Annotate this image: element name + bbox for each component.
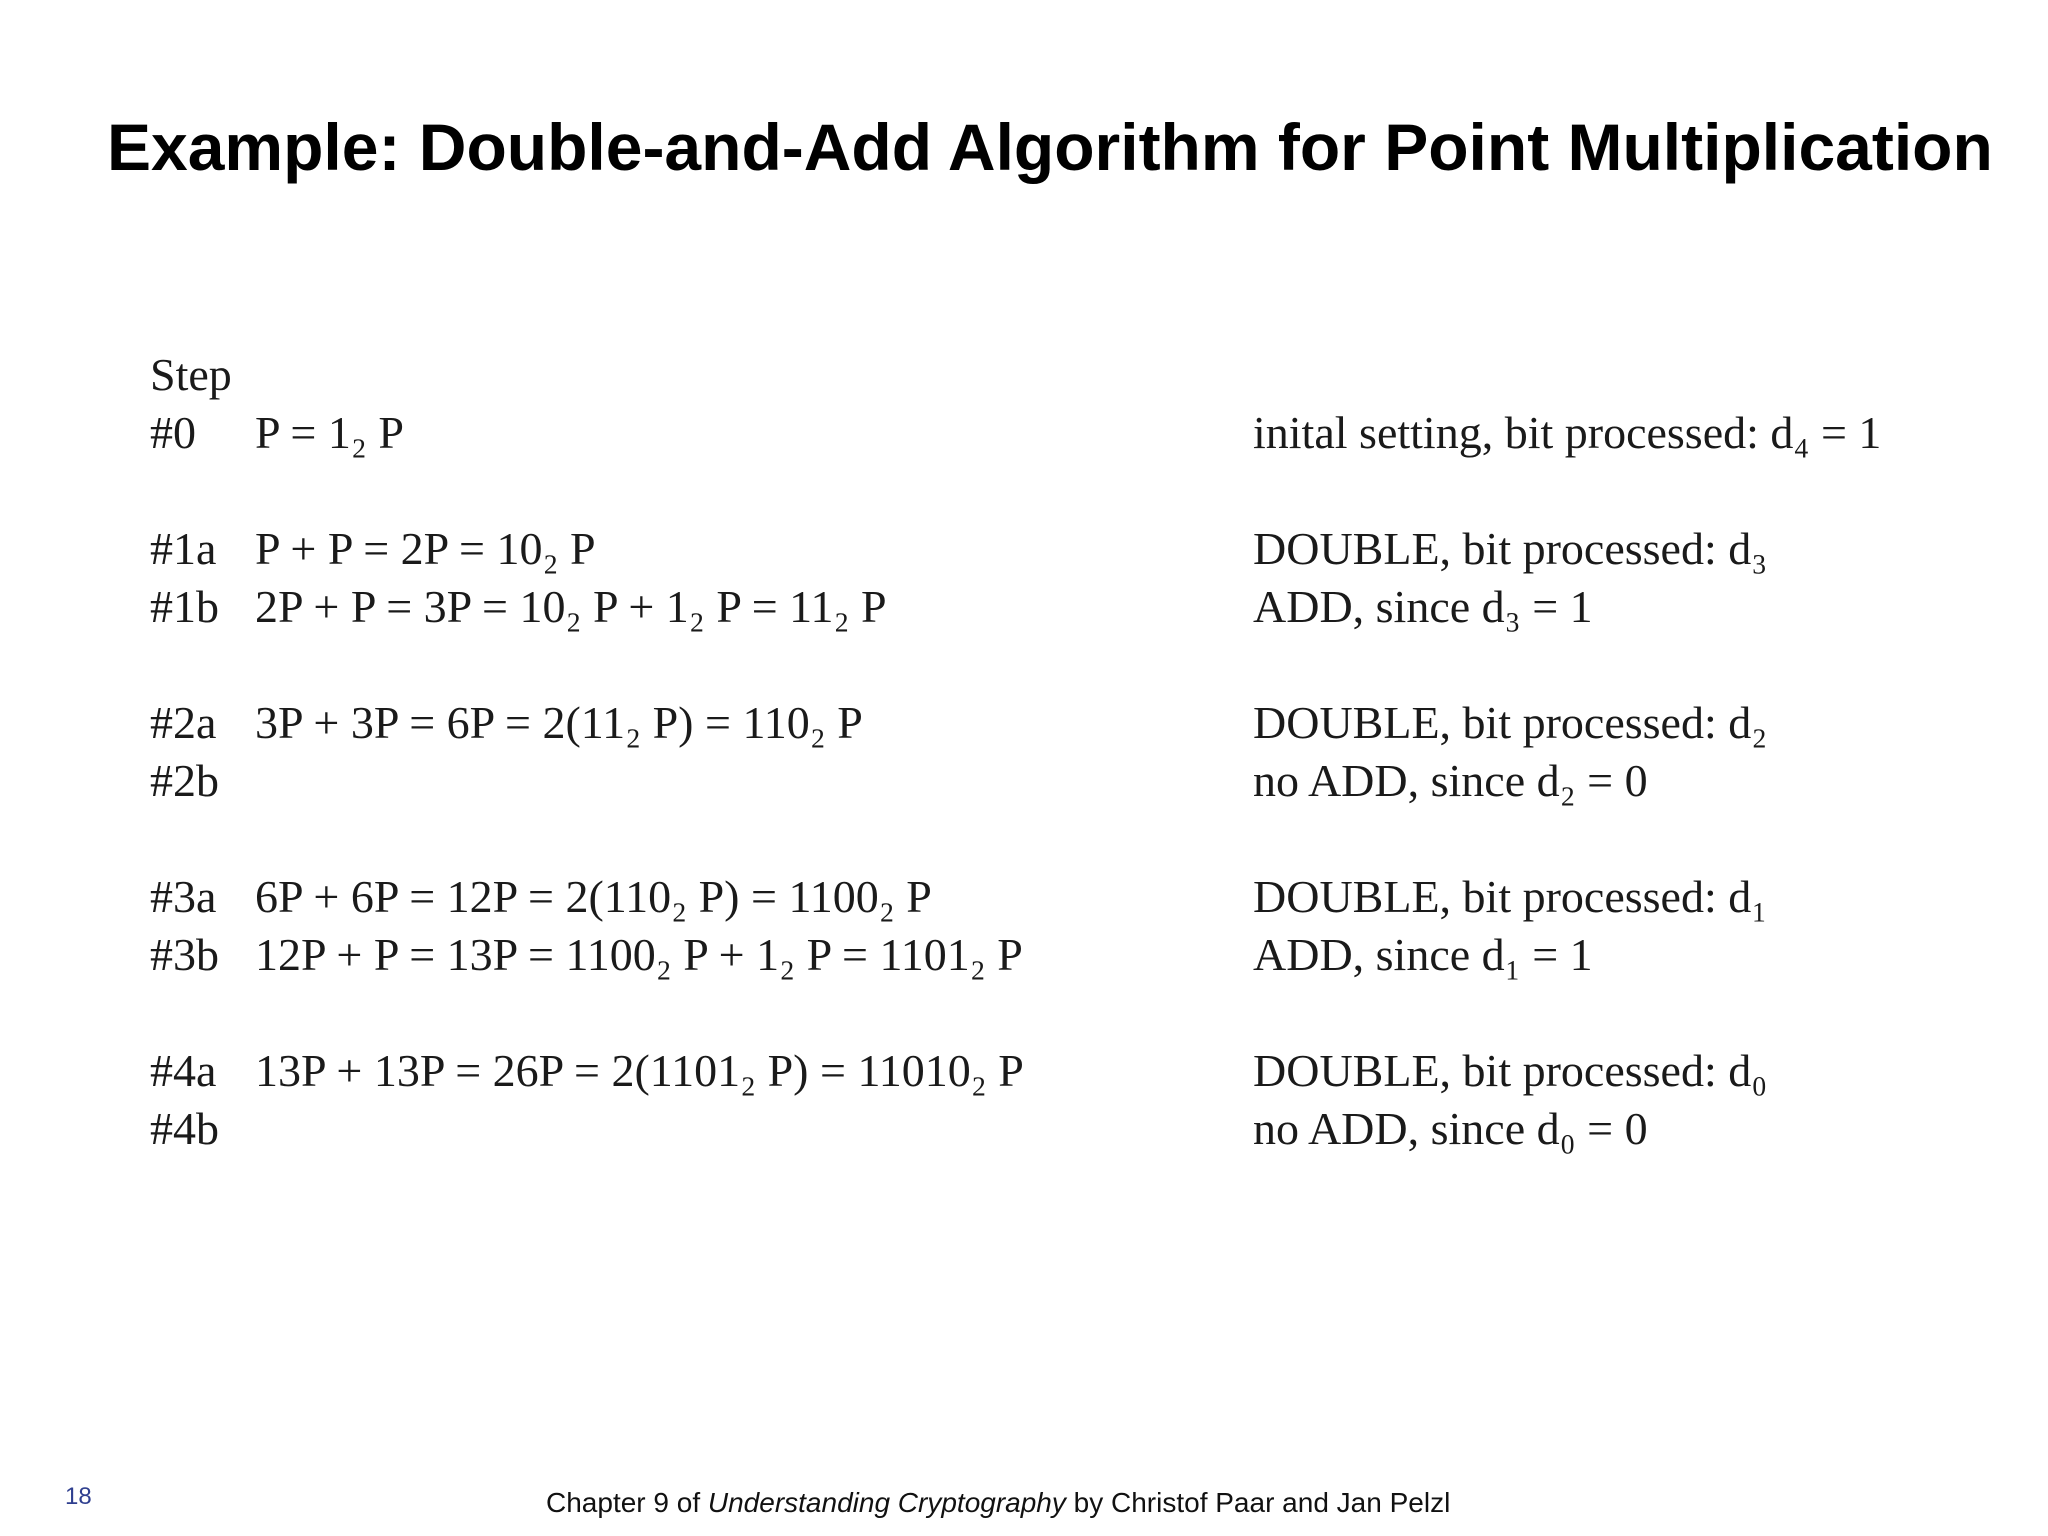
table-row: [150, 580, 1950, 638]
step-math: P = 1₂ P: [255, 407, 404, 458]
row-spacer: [150, 812, 1950, 870]
row-spacer: [150, 986, 1950, 1044]
table-row: [150, 754, 1950, 812]
step-math: P + P = 2P = 10₂ P: [255, 523, 596, 574]
slide-title: Example: Double-and-Add Algorithm for Point Multiplication: [107, 110, 1993, 184]
step-note: ADD, since d₃ = 1: [1253, 581, 1593, 632]
footer-prefix: Chapter 9 of: [546, 1487, 701, 1518]
step-math: 12P + P = 13P = 1100₂ P + 1₂ P = 1101₂ P: [255, 929, 1023, 980]
step-math: 6P + 6P = 12P = 2(110₂ P) = 1100₂ P: [255, 871, 932, 922]
table-row: [150, 928, 1950, 986]
step-label: #1b: [150, 581, 219, 632]
step-note: DOUBLE, bit processed: d₁: [1253, 871, 1768, 922]
step-math: 2P + P = 3P = 10₂ P + 1₂ P = 11₂ P: [255, 581, 887, 632]
steps-table: [150, 348, 1950, 1160]
step-column-header: Step: [150, 349, 232, 400]
step-note: inital setting, bit processed: d₄ = 1: [1253, 407, 1882, 458]
footer-book-title: Understanding Cryptography: [707, 1487, 1066, 1518]
footer-citation: [546, 1487, 1450, 1519]
step-note: DOUBLE, bit processed: d₂: [1253, 697, 1768, 748]
table-row: [150, 406, 1950, 464]
step-label: #4b: [150, 1103, 219, 1154]
step-note: DOUBLE, bit processed: d₀: [1253, 1045, 1768, 1096]
step-label: #1a: [150, 523, 217, 574]
step-label: #0: [150, 407, 196, 458]
step-note: DOUBLE, bit processed: d₃: [1253, 523, 1768, 574]
table-row: [150, 1044, 1950, 1102]
step-note: ADD, since d₁ = 1: [1253, 929, 1593, 980]
step-label: #3b: [150, 929, 219, 980]
table-row: [150, 870, 1950, 928]
step-label: #3a: [150, 871, 217, 922]
footer-suffix: by Christof Paar and Jan Pelzl: [1073, 1487, 1451, 1518]
step-math: 3P + 3P = 6P = 2(11₂ P) = 110₂ P: [255, 697, 863, 748]
table-row: [150, 1102, 1950, 1160]
step-note: no ADD, since d₂ = 0: [1253, 755, 1648, 806]
table-row: [150, 696, 1950, 754]
page-number: 18: [65, 1483, 92, 1510]
step-label: #4a: [150, 1045, 217, 1096]
step-label: #2b: [150, 755, 219, 806]
step-label: #2a: [150, 697, 217, 748]
row-spacer: [150, 464, 1950, 522]
step-note: no ADD, since d₀ = 0: [1253, 1103, 1648, 1154]
row-spacer: [150, 638, 1950, 696]
table-row: [150, 522, 1950, 580]
table-header-row: [150, 348, 1950, 406]
step-math: 13P + 13P = 26P = 2(1101₂ P) = 11010₂ P: [255, 1045, 1024, 1096]
